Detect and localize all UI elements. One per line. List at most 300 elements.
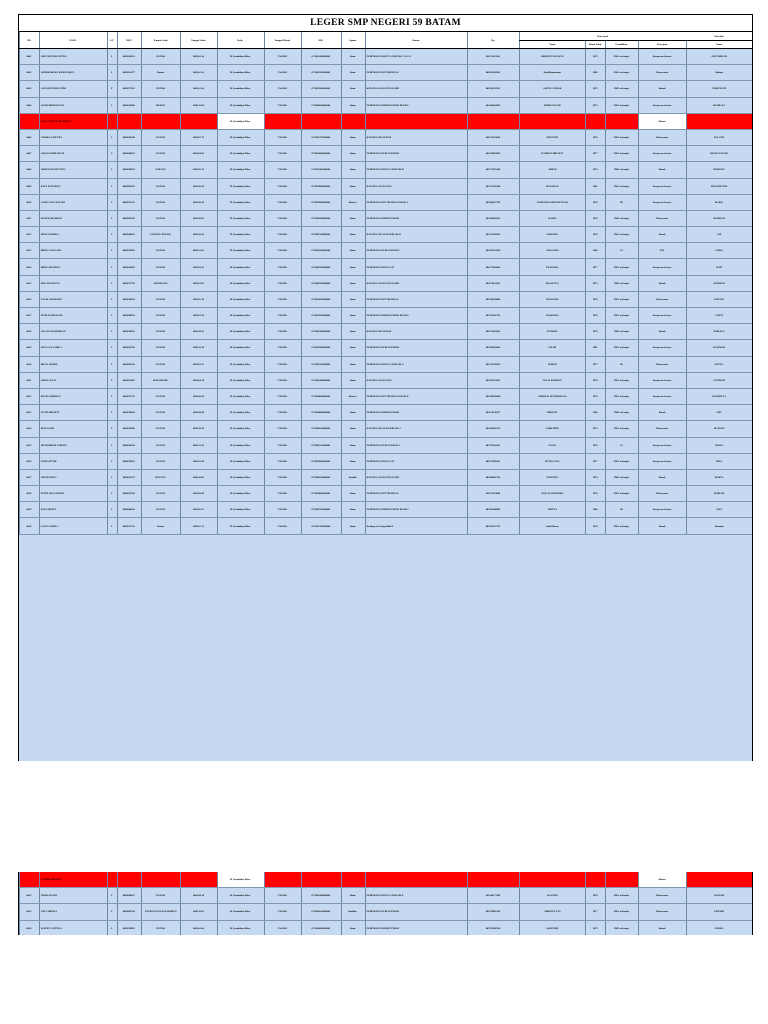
cell-alamat: KAVLING SEI LEKOP BLOK B: [366, 233, 401, 237]
cell-ibu-nama: ROSIDAH: [713, 216, 725, 220]
cell-masuk: 7/16/2021: [277, 346, 288, 350]
column-header-tempat: Tempat Lahir: [153, 38, 168, 42]
cell-agama: Islam: [349, 152, 356, 156]
cell-ayah-nama: ANGGORO: [545, 249, 559, 253]
cell-no: 0015: [26, 281, 32, 285]
cell-lp: L: [110, 475, 113, 479]
cell-agama: Islam: [349, 71, 356, 75]
cell-kelas: IX (Sembilan) Belas: [229, 524, 251, 528]
cell-ayah-tahun: 1976: [592, 314, 598, 318]
cell-hp: 085264770021: [485, 378, 501, 382]
cell-masuk: 7/16/2021: [277, 55, 288, 59]
cell-lp: L: [110, 395, 113, 399]
table-row-highlighted: [19, 114, 752, 130]
cell-no: 0032: [26, 894, 32, 898]
cell-nik: 2171091707090002: [311, 136, 331, 140]
cell-nik: 2171092205090001: [311, 71, 331, 75]
cell-tgl: 2009-12-12: [192, 443, 204, 447]
cell-tempat: BATAM: [156, 411, 165, 415]
cell-tgl: 2009-07-30: [192, 314, 204, 318]
cell-nama: UMI KALSUM: [40, 894, 57, 898]
cell-nik: 2171095811090002: [311, 346, 331, 350]
cell-lp: P: [110, 87, 113, 91]
cell-ayah-kerja: Karyawan Swasta: [652, 459, 672, 463]
cell-lp: L: [110, 297, 113, 301]
cell-tgl: 2009-10-13: [192, 233, 204, 237]
cell-ayah-pend: SMA sederajat: [613, 71, 630, 75]
cell-ayah-nama: ANDREAS SITUMORANG: [537, 395, 567, 399]
cell-nisn: 0089225576: [122, 200, 135, 204]
cell-ibu-nama: MARTA: [714, 475, 724, 479]
cell-alamat: PERUMAHAN PUTRI HIJAU: [366, 71, 399, 75]
cell-nama: DANI RAMADHAN: [40, 216, 62, 220]
cell-ayah-kerja: Karyawan Swasta: [652, 152, 672, 156]
cell-no: 0018: [26, 330, 32, 334]
cell-no: 0003: [26, 87, 32, 91]
cell-nisn: 0089259908: [122, 427, 135, 431]
cell-kelas: IX (Sembilan) Belas: [229, 508, 251, 512]
cell-ibu-nama: SITI: [716, 411, 722, 415]
cell-nik: 2171090402090001: [311, 926, 331, 930]
cell-lp: L: [110, 411, 113, 415]
cell-ayah-kerja: Buruh: [658, 475, 666, 479]
column-header-alamat: Alamat: [411, 38, 420, 42]
cell-ayah-pend: SMP sederajat: [613, 926, 629, 930]
cell-ayah-pend: SMP sederajat: [613, 87, 629, 91]
cell-lp: L: [110, 926, 113, 930]
cell-masuk: 7/16/2021: [277, 216, 288, 220]
cell-nisn: 0089236645: [122, 443, 135, 447]
cell-hp: 081364457782: [485, 200, 501, 204]
cell-alamat: KAVLING SAGULUNG BARU: [366, 475, 400, 479]
cell-nisn: 0089252294: [122, 492, 135, 496]
cell-ayah-pend: SMP sederajat: [613, 281, 629, 285]
cell-alamat: PERUMAHAN BATU AJI BLOK D: [366, 168, 404, 172]
cell-hp: 082170556677: [485, 411, 501, 415]
column-header-ayah-pend: Pendidikan: [615, 42, 628, 46]
cell-ayah-nama: JOHANNES SIMANJUNTAK: [536, 200, 568, 204]
cell-nik: 2171094211090003: [311, 910, 331, 914]
cell-ayah-nama: HANDOKO: [545, 314, 559, 318]
cell-alamat: PERUMAHAN BATU AJI BLOK G: [366, 362, 404, 366]
cell-agama: Katolik: [348, 475, 357, 479]
cell-ayah-tahun: 1978: [592, 55, 598, 59]
cell-lp: P: [110, 346, 113, 350]
cell-hp: 081371120043: [485, 136, 501, 140]
cell-ayah-tahun: 1976: [592, 216, 598, 220]
cell-ibu-nama: Rosmini: [714, 524, 724, 528]
cell-lp: P: [110, 200, 113, 204]
cell-tempat: TANJUNG PINANG: [149, 233, 172, 237]
cell-ayah-kerja: Buruh: [658, 233, 666, 237]
cell-alamat: PERUMAHAN BUKIT INDAH BLOK F: [366, 103, 409, 107]
cell-ayah-tahun: 1975: [592, 427, 598, 431]
cell-ayah-pend: [605, 114, 638, 129]
cell-no: 0033: [26, 910, 32, 914]
table-row: [19, 324, 752, 340]
cell-lp: L: [110, 281, 113, 285]
cell-nisn: 0089219952: [122, 330, 135, 334]
cell-ayah-nama: WAHYUDI: [546, 926, 559, 930]
cell-ibu-nama: SUSANTI: [713, 136, 725, 140]
cell-ayah-tahun: 1979: [592, 233, 598, 237]
cell-hp: 082283341901: [485, 71, 501, 75]
cell-nisn: 0089233487: [122, 378, 135, 382]
cell-kelas: IX (Sembilan) Belas: [229, 346, 251, 350]
cell-no: 0021: [26, 378, 32, 382]
cell-ayah-tahun: 1980: [592, 71, 598, 75]
cell-nisn: 0089240015: [122, 233, 135, 237]
cell-ayah-pend: SMA sederajat: [613, 233, 630, 237]
table-row: [19, 65, 752, 81]
cell-lp: P: [110, 894, 113, 898]
cell-tgl: 2009-11-02: [192, 910, 204, 914]
cell-ayah-tahun: [585, 114, 605, 129]
cell-ibu-nama: YANTI: [715, 314, 723, 318]
cell-ibu-nama: ENDANG: [713, 297, 725, 301]
cell-lp: L: [110, 103, 113, 107]
cell-nisn: 0089266540: [122, 136, 135, 140]
cell-kelas: IX (Sembilan) Belas: [229, 475, 251, 479]
cell-tgl: 2009-11-18: [192, 346, 204, 350]
cell-no: 0022: [26, 395, 32, 399]
cell-lp: L: [110, 330, 113, 334]
cell-nik: 2171096910090003: [311, 427, 331, 431]
cell-kelas: IX (Sembilan) Belas: [229, 103, 251, 107]
cell-ayah-pend: SMA sederajat: [613, 184, 630, 188]
cell-tempat: BATAM: [156, 459, 165, 463]
cell-masuk: [264, 114, 301, 129]
cell-tempat: BATAM: [156, 152, 165, 156]
cell-ayah-tahun: 1977: [592, 910, 598, 914]
cell-alamat: PERUMAHAN BATU AJI: [366, 459, 394, 463]
cell-ayah-pend: SMA sederajat: [613, 459, 630, 463]
table-header: [19, 32, 752, 49]
table-row: [19, 276, 752, 292]
cell-lp: L: [110, 168, 113, 172]
cell-nisn: 0089277730: [122, 281, 135, 285]
cell-kelas: IX (Sembilan) Belas: [217, 114, 264, 129]
cell-masuk: 7/16/2021: [277, 411, 288, 415]
cell-ayah-pend: SMA sederajat: [613, 314, 630, 318]
cell-no: 0011: [26, 216, 32, 220]
cell-agama: Islam: [349, 330, 356, 334]
cell-tgl: 2009-03-14: [192, 55, 204, 59]
cell-ayah-tahun: 1979: [592, 136, 598, 140]
cell-no: 0007: [26, 152, 32, 156]
cell-alamat: PERUMAHAN TIBAN BLOK C: [366, 249, 401, 253]
cell-alamat: PERUMAHAN TIBAN BLOK A: [366, 443, 401, 447]
cell-masuk: 7/16/2021: [277, 87, 288, 91]
cell-no: 0028: [26, 492, 32, 496]
cell-ayah-kerja: Buruh: [658, 87, 666, 91]
cell-nik: 2171097001090002: [311, 87, 331, 91]
cell-nisn: 0089239962: [122, 926, 135, 930]
cell-ayah-tahun: 1978: [592, 492, 598, 496]
cell-ayah-nama: WULAN SUDARMO: [541, 492, 564, 496]
cell-alamat: PERUMAHAN PUTRI HIJAU BLOK A: [366, 200, 409, 204]
cell-hp: 085375664123: [485, 443, 501, 447]
cell-kelas: IX (Sembilan) Belas: [229, 184, 251, 188]
cell-ibu-nama: LINDA: [715, 249, 723, 253]
cell-kelas: IX (Sembilan) Belas: [229, 492, 251, 496]
cell-alamat: PERUMAHAN BUKIT INDAH: [366, 411, 400, 415]
column-header-nisn: NISN: [125, 38, 132, 42]
cell-nama: JIHAN AULIA: [40, 378, 57, 382]
cell-ayah-nama: [519, 114, 585, 129]
cell-hp: 082170019876: [485, 152, 501, 156]
cell-ayah-kerja: Karyawan Swasta: [652, 55, 672, 59]
cell-ayah-nama: HERMAN SUSANTO: [540, 55, 564, 59]
cell-no: [19, 114, 39, 129]
cell-ayah-kerja: Wiraswasta: [655, 71, 669, 75]
cell-kelas: IX (Sembilan) Belas: [229, 926, 251, 930]
cell-agama: Islam: [349, 346, 356, 350]
cell-ayah-kerja: Karyawan Swasta: [652, 184, 672, 188]
cell-masuk: [264, 872, 301, 887]
cell-ayah-pend: SMA sederajat: [613, 297, 630, 301]
cell-nama: AISYAH NURUL FITRI: [40, 87, 67, 91]
cell-nisn: 0089247760: [122, 346, 135, 350]
cell-ibu-nama: RATNA: [714, 362, 724, 366]
cell-nama: ARDIANSYAH PUTRA: [40, 168, 66, 172]
cell-agama: [341, 872, 365, 887]
cell-alamat: PERUMAHAN BUKIT INDAH BLOK C: [366, 508, 410, 512]
cell-ibu-nama: [686, 872, 752, 887]
cell-lp: P: [110, 910, 113, 914]
cell-nik: 2171094903090001: [311, 492, 331, 496]
cell-nama: GILANG RAMADHAN: [40, 330, 66, 334]
cell-no: [19, 872, 39, 887]
cell-tgl: 2009-02-11: [192, 168, 204, 172]
cell-nama: NADIA PUTRI: [40, 459, 57, 463]
cell-tempat: BATAM: [156, 200, 165, 204]
cell-nik: 2171095409090002: [311, 894, 331, 898]
cell-tgl: 2009-01-30: [192, 87, 204, 91]
cell-no: 0017: [26, 314, 32, 318]
cell-hp: 082170334561: [485, 281, 501, 285]
cell-nik: [301, 114, 341, 129]
cell-ayah-kerja: Karyawan Swasta: [652, 508, 672, 512]
cell-ibu-nama: NURLELA: [713, 330, 725, 334]
cell-alamat: PERUMAHAN TIBAN INDAH: [366, 346, 400, 350]
cell-hp: 081364128890: [485, 297, 501, 301]
cell-no: 0008: [26, 168, 32, 172]
cell-ibu-nama: SUKMA: [714, 926, 724, 930]
cell-ayah-nama: PUTRA JAYA: [544, 459, 560, 463]
cell-tgl: 2009-12-01: [192, 249, 204, 253]
cell-agama: Islam: [349, 894, 356, 898]
cell-ibu-nama: SRI WAHYUNI: [710, 184, 728, 188]
cell-nama: EKO PRASETYO: [40, 281, 60, 285]
cell-ayah-pend: SMA sederajat: [613, 265, 630, 269]
cell-ayah-pend: SMP sederajat: [613, 411, 629, 415]
table-row: [19, 518, 752, 534]
cell-ayah-pend: SMP sederajat: [613, 216, 629, 220]
cell-agama: Islam: [349, 103, 356, 107]
cell-tempat: BATAM: [156, 249, 165, 253]
cell-agama: Islam: [349, 492, 356, 496]
table-row: [19, 179, 752, 195]
cell-tgl: 2009-03-09: [192, 492, 204, 496]
cell-ayah-kerja: Karyawan Swasta: [652, 314, 672, 318]
cell-nik: 2171094204090001: [311, 152, 331, 156]
cell-ayah-nama: HAKIM: [547, 362, 557, 366]
cell-ayah-nama: ADITYA: [547, 508, 557, 512]
cell-no: 0023: [26, 411, 32, 415]
cell-tempat: KUPANG: [155, 475, 166, 479]
cell-masuk: 7/16/2021: [277, 249, 288, 253]
cell-tempat: BATAM: [156, 926, 165, 930]
cell-alamat: PERUMAHAN BATU AJI: [366, 265, 394, 269]
table-row: [19, 98, 752, 114]
cell-nisn: 0089248817: [122, 894, 135, 898]
cell-hp: 085265448802: [485, 508, 501, 512]
cell-masuk: 7/16/2021: [277, 233, 288, 237]
cell-nama: PUTRI WULANDARI: [40, 492, 65, 496]
cell-nama: HANA SALSABILA: [40, 346, 62, 350]
cell-masuk: 7/16/2021: [277, 71, 288, 75]
cell-lp: P: [110, 152, 113, 156]
table-row: [19, 921, 752, 936]
cell-lp: P: [110, 378, 113, 382]
cell-ayah-tahun: 1979: [592, 926, 598, 930]
cell-lp: [107, 872, 117, 887]
cell-nama: CITRA AYU LESTARI: [40, 200, 65, 204]
cell-masuk: 7/16/2021: [277, 378, 288, 382]
cell-agama: Islam: [349, 233, 356, 237]
cell-lp: P: [110, 427, 113, 431]
cell-tempat: BATAM: [156, 346, 165, 350]
cell-ayah-nama: [519, 872, 585, 887]
cell-nama: ALYA PUTRI RAMADHANI: [40, 119, 71, 123]
cell-alamat: [365, 114, 467, 129]
cell-kelas: IX (Sembilan) Belas: [229, 378, 251, 382]
cell-agama: Islam: [349, 136, 356, 140]
column-header-nama: NAMA: [69, 38, 77, 42]
cell-ayah-kerja: Wiraswasta: [655, 427, 669, 431]
cell-tempat: BATAM: [156, 184, 165, 188]
cell-nik: 2171090911080004: [311, 103, 331, 107]
cell-ayah-nama: AMELIUS TAN: [543, 910, 561, 914]
cell-masuk: 7/16/2021: [277, 459, 288, 463]
cell-ayah-tahun: 1981: [592, 184, 598, 188]
cell-nisn: 0089275519: [122, 395, 135, 399]
cell-ayah-nama: Budi Kurniawan: [543, 71, 561, 75]
cell-tgl: 2008-11-09: [192, 103, 204, 107]
cell-alamat: KAVLING SEI LEKOP: [366, 330, 392, 334]
cell-nama: LUTFI HIDAYAT: [40, 411, 60, 415]
cell-hp: 085375007781: [485, 314, 501, 318]
cell-ayah-tahun: 1976: [592, 524, 598, 528]
cell-lp: L: [110, 508, 113, 512]
cell-agama: Islam: [349, 281, 356, 285]
cell-alamat: KAVLING SEI LEKOP: [366, 136, 392, 140]
cell-masuk: 7/16/2021: [277, 152, 288, 156]
cell-alamat: PERUMAHAN BATU AJI BLOK E: [366, 894, 404, 898]
cell-kelas: IX (Sembilan) Belas: [229, 910, 251, 914]
cell-nisn: 0089256687: [122, 265, 135, 269]
cell-ayah-kerja: Karyawan Swasta: [652, 200, 672, 204]
cell-nisn: 0089231477: [122, 71, 135, 75]
cell-tgl: 2009-07-17: [192, 136, 204, 140]
cell-no: 0019: [26, 346, 32, 350]
cell-nik: 2171092702090005: [311, 362, 331, 366]
cell-ayah-nama: SARIFUDIN: [545, 427, 559, 431]
cell-nik: 2171095310090001: [311, 233, 331, 237]
cell-nama: FITRI HANDAYANI: [40, 314, 63, 318]
cell-lp: P: [110, 314, 113, 318]
cell-hp: 081266557733: [485, 524, 501, 528]
cell-kelas: IX (Sembilan) Belas: [229, 152, 251, 156]
cell-hp: 081372118890: [485, 492, 501, 496]
cell-ibu-nama: WATI: [715, 265, 723, 269]
table-row-highlighted: [19, 872, 752, 888]
cell-agama: Islam: [349, 87, 356, 91]
cell-nik: 2171090606090002: [311, 395, 331, 399]
table-row: [19, 438, 752, 454]
cell-ayah-pend: SMA sederajat: [613, 346, 630, 350]
cell-no: 0020: [26, 362, 32, 366]
cell-ayah-kerja: Wiraswasta: [655, 136, 669, 140]
cell-tempat: PEKANBARU: [152, 378, 169, 382]
cell-tgl: 2009-06-28: [192, 184, 204, 188]
cell-ayah-kerja: Karyawan Swasta: [652, 346, 672, 350]
cell-hp: 081277884410: [485, 265, 501, 269]
cell-no: 0002: [26, 71, 32, 75]
cell-ayah-kerja: Buruh: [658, 926, 666, 930]
cell-kelas: IX (Sembilan) Belas: [229, 87, 251, 91]
cell-ayah-kerja: Karyawan Swasta: [652, 265, 672, 269]
cell-ayah-tahun: 1979: [592, 330, 598, 334]
cell-masuk: 7/16/2021: [277, 103, 288, 107]
cell-ibu-nama: DEWI LESTARI: [710, 152, 728, 156]
table-row: [19, 502, 752, 518]
cell-no: 0030: [26, 524, 32, 528]
cell-masuk: 7/16/2021: [277, 184, 288, 188]
table-row: [19, 308, 752, 324]
cell-tgl: 2009-04-14: [192, 378, 204, 382]
cell-kelas: IX (Sembilan) Belas: [217, 872, 264, 887]
cell-masuk: 7/16/2021: [277, 443, 288, 447]
cell-no: 0024: [26, 427, 32, 431]
cell-tempat: BATAM: [156, 265, 165, 269]
column-header-hp: Hp: [491, 38, 495, 42]
cell-agama: Islam: [349, 184, 356, 188]
cell-nama: VINA AMELIA: [40, 910, 58, 914]
cell-ayah-tahun: 1977: [592, 265, 598, 269]
cell-ibu-nama: HASNAH: [713, 894, 725, 898]
cell-masuk: 7/16/2021: [277, 297, 288, 301]
cell-nisn: 0089288914: [122, 314, 135, 318]
cell-nisn: [117, 114, 141, 129]
cell-kelas: IX (Sembilan) Belas: [229, 330, 251, 334]
cell-nama: KEVIN ANDREAS: [40, 395, 61, 399]
table-row: [19, 904, 752, 920]
cell-ibu-nama: ROSMALA: [712, 103, 726, 107]
cell-nisn: 0089249913: [122, 152, 135, 156]
cell-nama: ALDI FIRMANSYAH: [40, 103, 64, 107]
cell-tgl: 2009-07-11: [192, 524, 204, 528]
cell-ayah-kerja: Wiraswasta: [655, 492, 669, 496]
cell-ayah-pend: SMP sederajat: [613, 168, 629, 172]
cell-tempat: PADANG: [155, 168, 166, 172]
cell-hp: 081372209931: [485, 233, 501, 237]
cell-ibu-nama: SUMARNI: [713, 281, 725, 285]
cell-nisn: 0089261130: [122, 910, 135, 914]
table-row: [19, 357, 752, 373]
cell-nama: MAYA SARI: [40, 427, 54, 431]
